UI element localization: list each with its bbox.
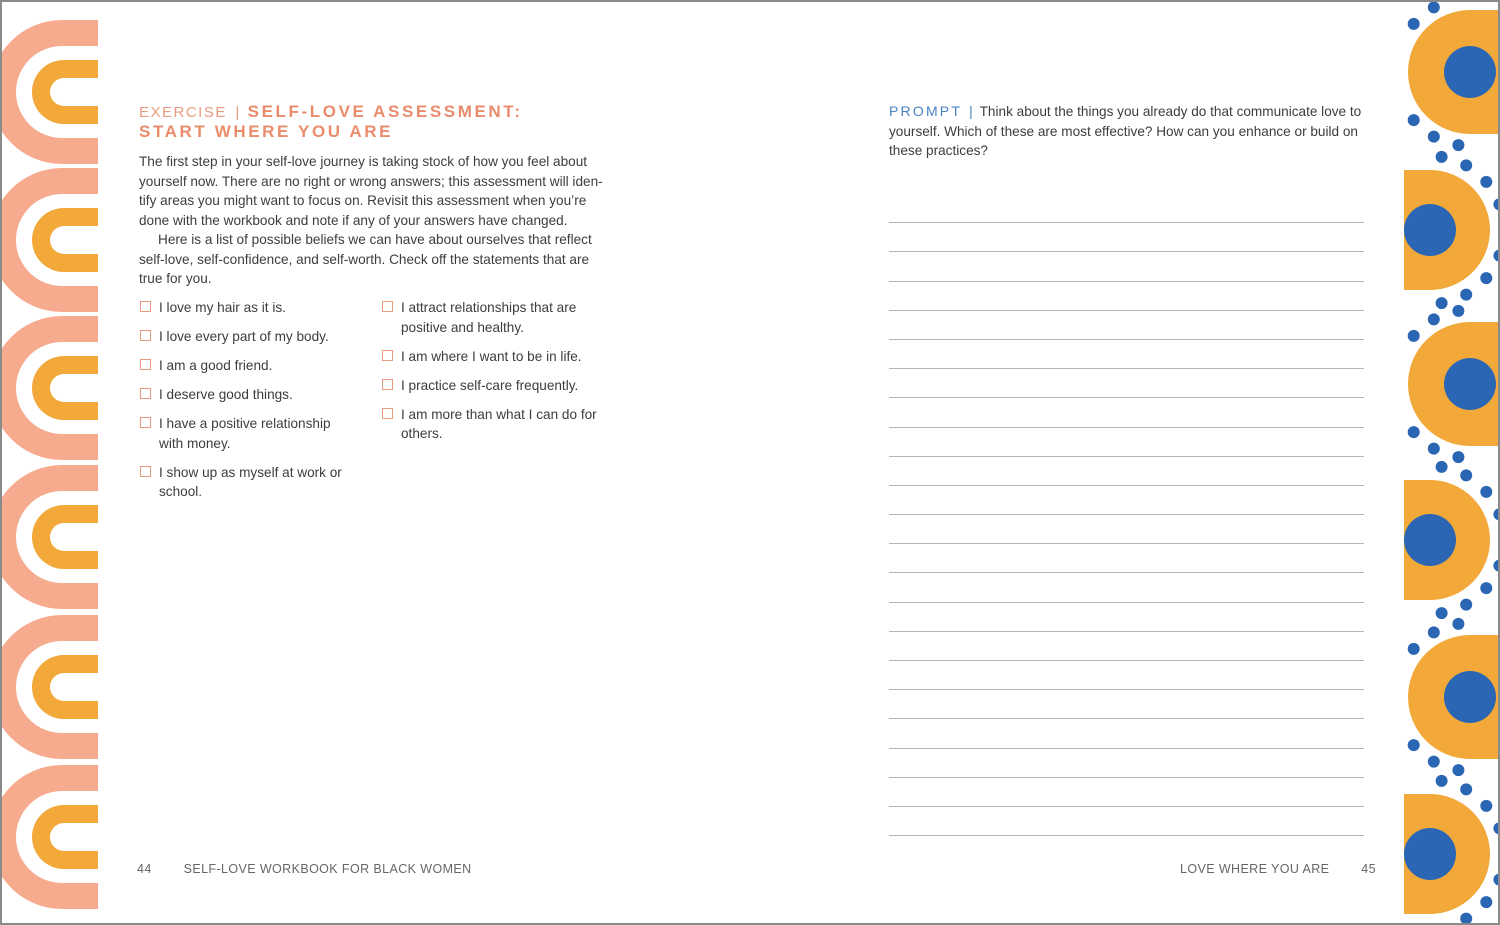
checkbox-icon[interactable] <box>382 350 393 361</box>
right-page-footer <box>1180 862 1376 876</box>
blue-dot <box>1436 775 1448 787</box>
blue-dot <box>1408 330 1420 342</box>
page-number-right: 45 <box>1361 862 1376 876</box>
writing-line[interactable] <box>889 778 1364 807</box>
blue-dot <box>1493 508 1500 520</box>
prompt-text: Think about the things you already do that communicate love to yourself. Which of these are most effective? How can you enhance or build on these practices? <box>889 104 1362 158</box>
writing-line[interactable] <box>889 807 1364 836</box>
blue-dot-center <box>1404 828 1456 880</box>
checklist-item-label: I deserve good things. <box>159 387 293 402</box>
checklist-item[interactable] <box>139 356 349 376</box>
book-title-footer: SELF-LOVE WORKBOOK FOR BLACK WOMEN <box>183 862 472 876</box>
blue-dot <box>1460 783 1472 795</box>
writing-line[interactable] <box>889 661 1364 690</box>
blue-dot <box>1428 756 1440 768</box>
blue-dot <box>1480 272 1492 284</box>
blue-dot <box>1452 305 1464 317</box>
checklist-column-1 <box>139 298 349 511</box>
blue-dot-center <box>1404 204 1456 256</box>
checklist-item-label: I love my hair as it is. <box>159 300 286 315</box>
blue-dot <box>1408 114 1420 126</box>
checklist-item-label: I attract relationships that are positive and healthy. <box>401 300 577 335</box>
blue-dot <box>1428 131 1440 143</box>
writing-line[interactable] <box>889 223 1364 252</box>
checklist-item-label: I have a positive relationship with money. <box>159 416 331 451</box>
blue-dot <box>1460 599 1472 611</box>
writing-line[interactable] <box>889 573 1364 602</box>
writing-line[interactable] <box>889 690 1364 719</box>
blue-dot <box>1460 469 1472 481</box>
arch-inner-shape <box>32 356 98 420</box>
prompt-separator: | <box>969 104 973 119</box>
writing-line[interactable] <box>889 340 1364 369</box>
blue-dot-center <box>1404 514 1456 566</box>
checkbox-icon[interactable] <box>140 388 151 399</box>
blue-dot <box>1436 607 1448 619</box>
blue-dot <box>1493 250 1500 262</box>
checklist-item[interactable] <box>139 385 349 405</box>
intro-paragraph-1: The first step in your self-love journey is taking stock of how you feel about yourself now. There are no right or wrong answers; this assessment will iden- tify areas you might want to focus on. Revisit this assessment when you’re done with the workbook and note if any of your answers have changed. <box>139 154 603 228</box>
blue-dot <box>1460 913 1472 925</box>
checklist-column-2 <box>381 298 606 453</box>
checkbox-icon[interactable] <box>140 466 151 477</box>
writing-line[interactable] <box>889 252 1364 281</box>
writing-line[interactable] <box>889 632 1364 661</box>
heading-separator: | <box>235 104 240 121</box>
blue-dot <box>1480 582 1492 594</box>
checkbox-icon[interactable] <box>382 408 393 419</box>
prompt-block <box>889 102 1369 161</box>
arch-inner-shape <box>32 208 98 272</box>
prompt-label: PROMPT <box>889 103 963 119</box>
writing-line[interactable] <box>889 282 1364 311</box>
exercise-title-line2: START WHERE YOU ARE <box>139 122 394 141</box>
blue-dot <box>1428 626 1440 638</box>
blue-dot <box>1452 618 1464 630</box>
writing-line[interactable] <box>889 398 1364 427</box>
blue-dot <box>1493 560 1500 572</box>
blue-dot <box>1408 739 1420 751</box>
checklist-item-label: I am more than what I can do for others. <box>401 406 597 441</box>
blue-dot <box>1493 874 1500 886</box>
checkbox-icon[interactable] <box>382 301 393 312</box>
arch-inner-shape <box>32 60 98 124</box>
blue-dot <box>1408 426 1420 438</box>
checklist-item[interactable] <box>139 298 349 318</box>
checklist-item-label: I love every part of my body. <box>159 329 329 344</box>
blue-dot <box>1460 289 1472 301</box>
blue-dot <box>1480 176 1492 188</box>
blue-dot <box>1460 159 1472 171</box>
blue-dot <box>1436 297 1448 309</box>
exercise-title-line1: SELF-LOVE ASSESSMENT: <box>247 102 523 121</box>
blue-dot <box>1452 139 1464 151</box>
checklist-item[interactable] <box>139 327 349 347</box>
blue-dot <box>1480 800 1492 812</box>
writing-line[interactable] <box>889 749 1364 778</box>
left-arch-pattern <box>2 2 102 925</box>
checklist-item[interactable] <box>381 298 606 337</box>
checkbox-icon[interactable] <box>140 359 151 370</box>
intro-text <box>139 152 609 289</box>
exercise-heading <box>139 102 609 141</box>
arch-inner-shape <box>32 805 98 869</box>
arch-inner-shape <box>32 655 98 719</box>
writing-line[interactable] <box>889 544 1364 573</box>
checklist-item-label: I am where I want to be in life. <box>401 348 582 364</box>
writing-line[interactable] <box>889 515 1364 544</box>
blue-dot <box>1428 443 1440 455</box>
blue-dot <box>1408 643 1420 655</box>
checklist-item[interactable] <box>139 463 349 502</box>
checkbox-icon[interactable] <box>382 379 393 390</box>
writing-line[interactable] <box>889 486 1364 515</box>
left-page-footer <box>137 862 472 876</box>
writing-line[interactable] <box>889 194 1364 223</box>
checklist-item-label: I am a good friend. <box>159 358 273 373</box>
blue-dot <box>1408 18 1420 30</box>
right-dot-pattern <box>1400 2 1500 925</box>
blue-dot-center <box>1444 46 1496 98</box>
intro-paragraph-2: Here is a list of possible beliefs we can have about ourselves that reflect self-love, self-confidence, and self-worth. Check off the statements that are true for you. <box>139 232 592 286</box>
checkbox-icon[interactable] <box>140 301 151 312</box>
writing-line[interactable] <box>889 311 1364 340</box>
page-number-left: 44 <box>137 862 152 876</box>
writing-line[interactable] <box>889 603 1364 632</box>
writing-lines[interactable] <box>889 194 1364 836</box>
blue-dot-center <box>1444 671 1496 723</box>
checklist-item-label: I practice self-care frequently. <box>401 377 579 393</box>
writing-line[interactable] <box>889 428 1364 457</box>
checklist-item[interactable] <box>381 347 606 367</box>
blue-dot <box>1452 451 1464 463</box>
blue-dot <box>1493 198 1500 210</box>
blue-dot <box>1480 486 1492 498</box>
arch-inner-shape <box>32 505 98 569</box>
blue-dot <box>1428 313 1440 325</box>
writing-line[interactable] <box>889 369 1364 398</box>
blue-dot <box>1428 2 1440 13</box>
checkbox-icon[interactable] <box>140 330 151 341</box>
blue-dot-center <box>1444 358 1496 410</box>
checklist-item[interactable] <box>139 414 349 453</box>
blue-dot <box>1436 151 1448 163</box>
blue-dot <box>1480 896 1492 908</box>
writing-line[interactable] <box>889 457 1364 486</box>
blue-dot <box>1436 461 1448 473</box>
checklist-item[interactable] <box>381 405 606 444</box>
checklist-item[interactable] <box>381 376 606 396</box>
exercise-label: EXERCISE <box>139 104 227 121</box>
blue-dot <box>1493 822 1500 834</box>
checklist-item-label: I show up as myself at work or school. <box>159 464 342 499</box>
blue-dot <box>1452 764 1464 776</box>
writing-line[interactable] <box>889 719 1364 748</box>
checkbox-icon[interactable] <box>140 417 151 428</box>
chapter-title-footer: LOVE WHERE YOU ARE <box>1180 862 1330 876</box>
